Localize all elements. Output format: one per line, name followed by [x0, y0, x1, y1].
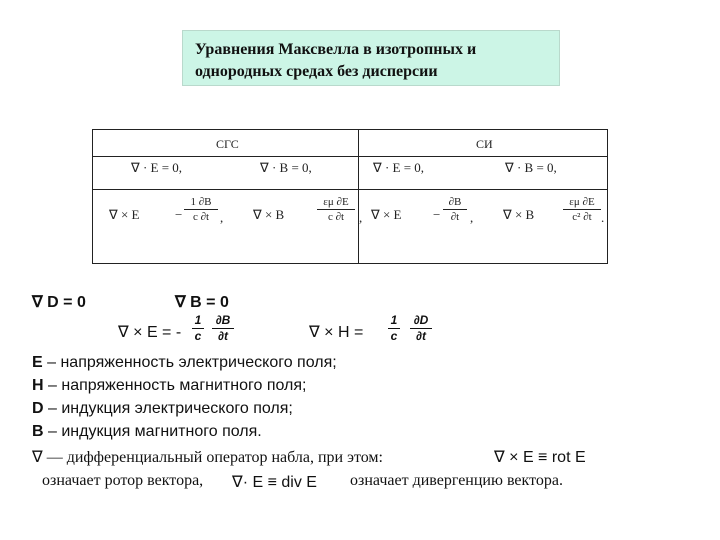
cgs-div-b: ∇ · B = 0,	[260, 160, 312, 175]
curl-h-coef-num: 1	[390, 313, 398, 327]
si-curl-e: ∇ × E	[371, 207, 402, 222]
maxwell-equations-table	[92, 129, 608, 264]
rot-definition: ∇ × E ≡ rot E	[494, 449, 586, 466]
si-minus: −	[433, 207, 441, 222]
header-cgs: СГС	[216, 137, 239, 151]
si-curl-e-denominator: ∂t	[450, 211, 460, 223]
slide-title-line2: однородных средах без дисперсии	[195, 63, 438, 80]
definition-e	[32, 354, 337, 372]
slide-title-box	[182, 30, 560, 86]
nabla-operator-line: ∇ — дифференциальный оператор набла, при этом:	[32, 449, 383, 466]
cgs-curl-b-numerator: εμ ∂E	[323, 196, 349, 208]
curl-e-coef-num: 1	[194, 313, 202, 327]
si-curl-e-numerator: ∂B	[448, 196, 462, 208]
si-curl-e-fraction	[443, 196, 467, 223]
slide-title-line1: Уравнения Максвелла в изотропных и	[195, 41, 477, 58]
curl-e-coef-den: c	[194, 329, 202, 343]
divergence-text: означает дивергенцию вектора.	[350, 472, 563, 489]
curl-e-text: ∇ × E = -	[118, 324, 182, 341]
header-si: СИ	[476, 137, 493, 151]
curl-h-coef-den: c	[390, 329, 398, 343]
definition-d-symbol: D	[32, 400, 44, 417]
curl-e-left	[118, 322, 181, 342]
table-divider-header	[93, 156, 607, 157]
definition-h	[32, 377, 306, 395]
definition-d-text: – индукция электрического поля;	[43, 400, 293, 417]
div-definition: ∇· E ≡ div E	[232, 474, 317, 491]
div-d-equation: ∇ D = 0	[32, 294, 86, 311]
cgs-curl-b-fraction	[317, 196, 355, 223]
curl-h-coef-fraction	[388, 314, 400, 343]
table-divider-row	[93, 189, 607, 190]
si-curl-b: ∇ × B	[503, 207, 535, 222]
cgs-div-e: ∇ · E = 0,	[131, 160, 183, 175]
definition-e-text: – напряженность электрического поля;	[42, 354, 337, 371]
si-div-e: ∇ · E = 0,	[373, 160, 425, 175]
curl-h-left	[309, 322, 363, 342]
si-curl-b-denominator: c² ∂t	[572, 211, 592, 223]
curl-e-deriv-den: ∂t	[218, 329, 228, 343]
si-curl-b-numerator: εμ ∂E	[569, 196, 595, 208]
cgs-curl-b-denominator: c ∂t	[327, 211, 345, 223]
curl-h-deriv-fraction	[410, 314, 432, 343]
definition-b-symbol: B	[32, 423, 44, 440]
div-b-equation: ∇ B = 0	[175, 294, 229, 311]
cgs-curl-e: ∇ × E	[109, 207, 140, 222]
cgs-end-comma: ,	[359, 210, 363, 225]
si-div-b: ∇ · B = 0,	[505, 160, 557, 175]
si-curl-b-fraction	[563, 196, 601, 223]
curl-h-text: ∇ × H =	[309, 324, 364, 341]
curl-e-deriv-num: ∂B	[215, 313, 231, 327]
definition-h-symbol: H	[32, 377, 44, 394]
definition-d	[32, 400, 293, 418]
curl-e-deriv-fraction	[212, 314, 234, 343]
cgs-curl-e-numerator: 1 ∂B	[190, 196, 212, 208]
table-divider-vertical	[358, 130, 359, 263]
cgs-curl-b: ∇ × B	[253, 207, 285, 222]
cgs-minus: −	[175, 207, 183, 222]
definition-b	[32, 423, 262, 441]
cgs-curl-e-denominator: c ∂t	[192, 211, 210, 223]
curl-h-deriv-num: ∂D	[413, 313, 429, 327]
cgs-comma: ,	[220, 210, 224, 225]
cgs-curl-e-fraction	[184, 196, 218, 223]
rotor-text: означает ротор вектора,	[42, 472, 204, 489]
definition-e-symbol: E	[32, 354, 43, 371]
si-comma: ,	[470, 210, 474, 225]
definition-h-text: – напряженность магнитного поля;	[43, 377, 307, 394]
definition-b-text: – индукция магнитного поля.	[43, 423, 262, 440]
curl-e-coef-fraction	[192, 314, 204, 343]
si-end-period: .	[601, 210, 605, 225]
curl-h-deriv-den: ∂t	[416, 329, 426, 343]
